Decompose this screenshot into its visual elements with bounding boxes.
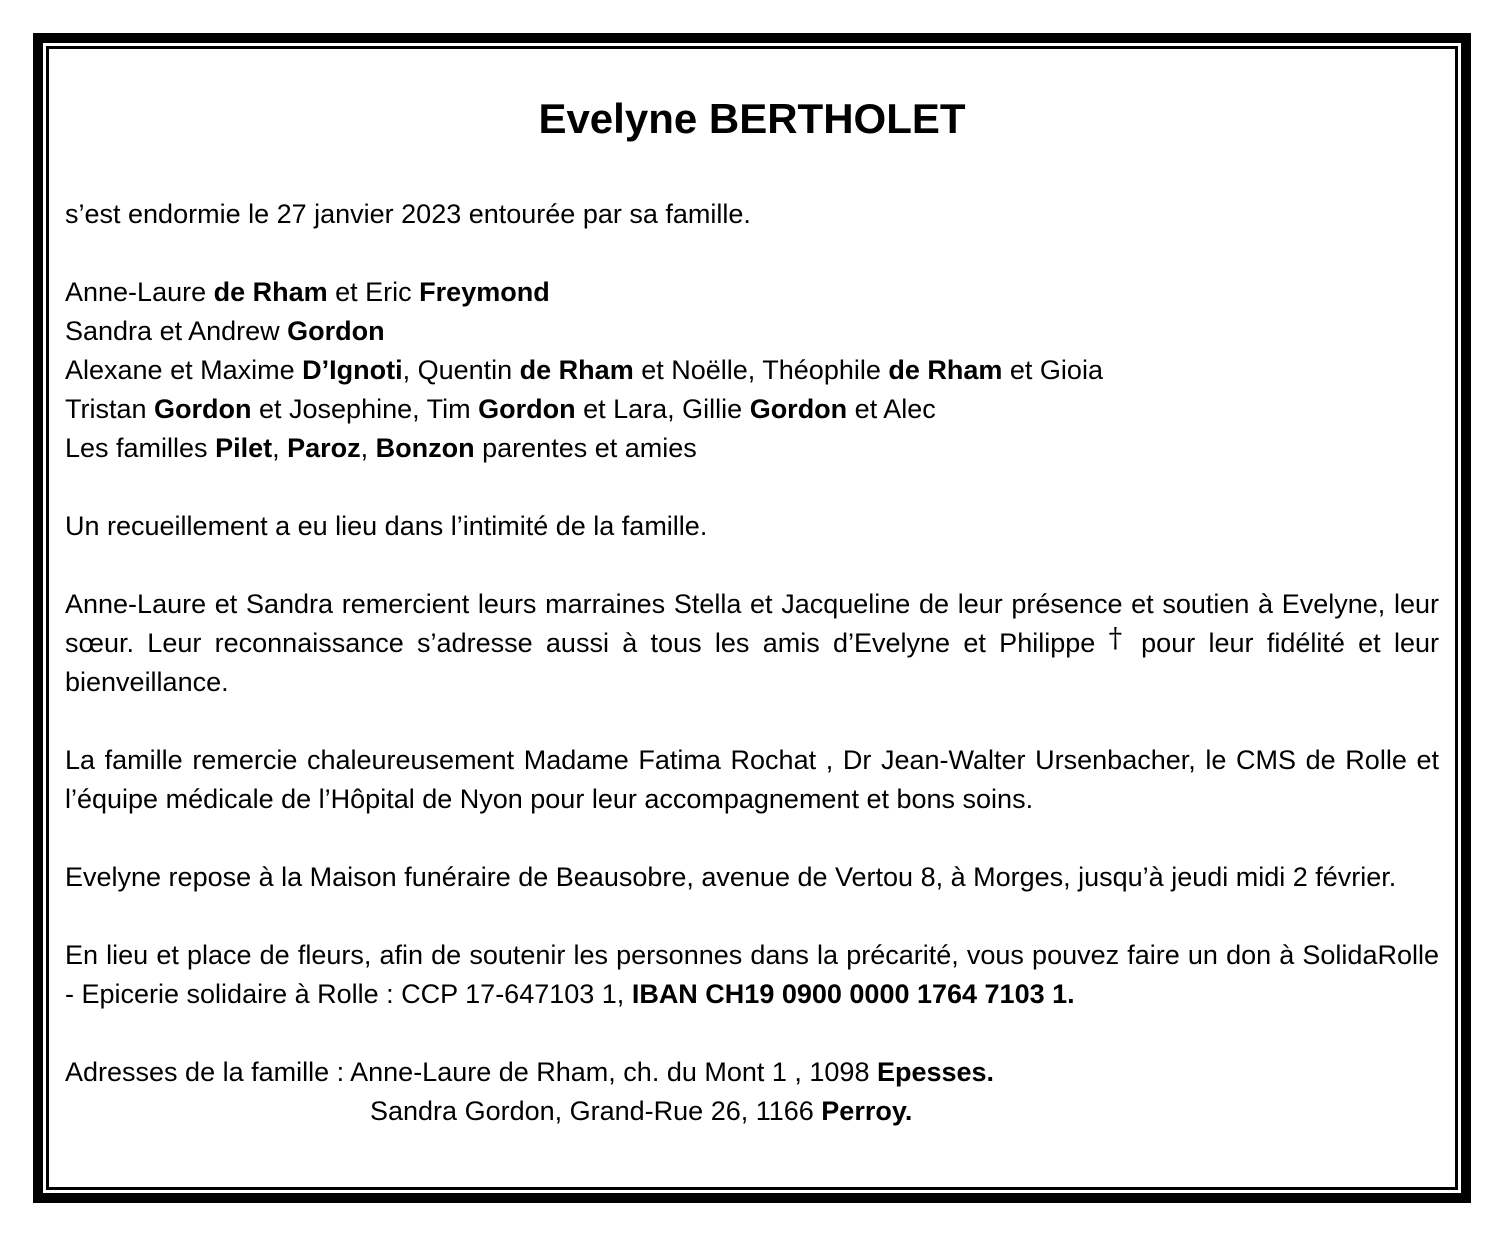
- family-name-bold: Pilet: [215, 433, 273, 463]
- family-line-text: et Alec: [847, 394, 936, 424]
- family-line-text: et Noëlle, Théophile: [633, 355, 889, 385]
- family-line-text: Alexane et Maxime: [65, 355, 303, 385]
- thanks-text: pour leur fidélité et leur bienveillance.: [65, 628, 1439, 697]
- family-name-bold: de Rham: [519, 355, 634, 385]
- family-name-bold: Freymond: [419, 277, 550, 307]
- family-name-bold: Gordon: [154, 394, 252, 424]
- address-text: Sandra Gordon, Grand-Rue 26, 1166: [370, 1096, 822, 1126]
- family-line-text: Les familles: [65, 433, 216, 463]
- family-line-text: , Quentin: [402, 355, 520, 385]
- family-line-3: [65, 351, 1439, 390]
- thanks-paragraph: [65, 585, 1439, 702]
- family-name-bold: D’Ignoti: [302, 355, 403, 385]
- family-name-bold: Gordon: [478, 394, 576, 424]
- notice-frame-inner: [46, 46, 1458, 1190]
- family-line-text: ,: [272, 433, 288, 463]
- address-text: Adresses de la famille : Anne-Laure de Rham, ch. du Mont 1 , 1098: [65, 1057, 877, 1087]
- family-name-bold: Bonzon: [375, 433, 475, 463]
- family-line-text: Anne-Laure: [65, 277, 214, 307]
- donation-iban: IBAN CH19 0900 0000 1764 7103 1.: [631, 979, 1075, 1009]
- family-line-1: [65, 273, 1439, 312]
- family-line-text: et Josephine, Tim: [251, 394, 479, 424]
- family-line-text: Tristan: [65, 394, 155, 424]
- intro-paragraph: s’est endormie le 27 janvier 2023 entourée par sa famille.: [65, 199, 751, 229]
- family-line-text: Sandra et Andrew: [65, 316, 288, 346]
- repose-paragraph: Evelyne repose à la Maison funéraire de Beausobre, avenue de Vertou 8, à Morges, jusqu’à jeudi midi 2 février.: [65, 862, 1397, 892]
- addresses-block: [65, 1053, 1439, 1131]
- thanks-text: Anne-Laure et Sandra remercient leurs marraines Stella et Jacqueline de leur présence et soutien à Evelyne, leur sœur. Leur reconnaissance s’adresse aussi à tous les amis d’Evelyne et Philippe: [65, 589, 1439, 658]
- recueillement-paragraph: Un recueillement a eu lieu dans l’intimité de la famille.: [65, 511, 708, 541]
- donation-paragraph: [65, 936, 1439, 1014]
- family-name-bold: de Rham: [213, 277, 328, 307]
- address-line-1: [65, 1053, 1439, 1092]
- address-city-bold: Perroy.: [821, 1096, 913, 1126]
- medical-thanks-paragraph: La famille remercie chaleureusement Madame Fatima Rochat , Dr Jean-Walter Ursenbacher, le CMS de Rolle et l’équipe médicale de l’Hôpital de Nyon pour leur accompagnement et bons soins.: [65, 745, 1439, 814]
- family-list: [65, 273, 1439, 468]
- family-name-bold: Paroz: [287, 433, 361, 463]
- family-line-text: parentes et amies: [474, 433, 697, 463]
- address-city-bold: Epesses.: [876, 1057, 995, 1087]
- family-line-4: [65, 390, 1439, 429]
- family-line-text: et Lara, Gillie: [575, 394, 750, 424]
- notice-frame: [33, 33, 1471, 1203]
- dagger-symbol: †: [1108, 623, 1128, 654]
- family-line-text: et Gioia: [1002, 355, 1103, 385]
- family-line-2: [65, 312, 1439, 351]
- family-name-bold: Gordon: [749, 394, 848, 424]
- family-line-5: [65, 429, 1439, 468]
- donation-text: En lieu et place de fleurs, afin de soutenir les personnes dans la précarité, vous pouvez faire un don à SolidaRolle - Epicerie solidaire à Rolle : CCP 17-647103 1,: [65, 940, 1439, 1009]
- page-title: Evelyne BERTHOLET: [538, 95, 966, 142]
- family-line-text: et Eric: [327, 277, 420, 307]
- family-name-bold: Gordon: [287, 316, 385, 346]
- family-line-text: ,: [360, 433, 376, 463]
- address-line-2: [65, 1092, 1439, 1131]
- family-name-bold: de Rham: [888, 355, 1003, 385]
